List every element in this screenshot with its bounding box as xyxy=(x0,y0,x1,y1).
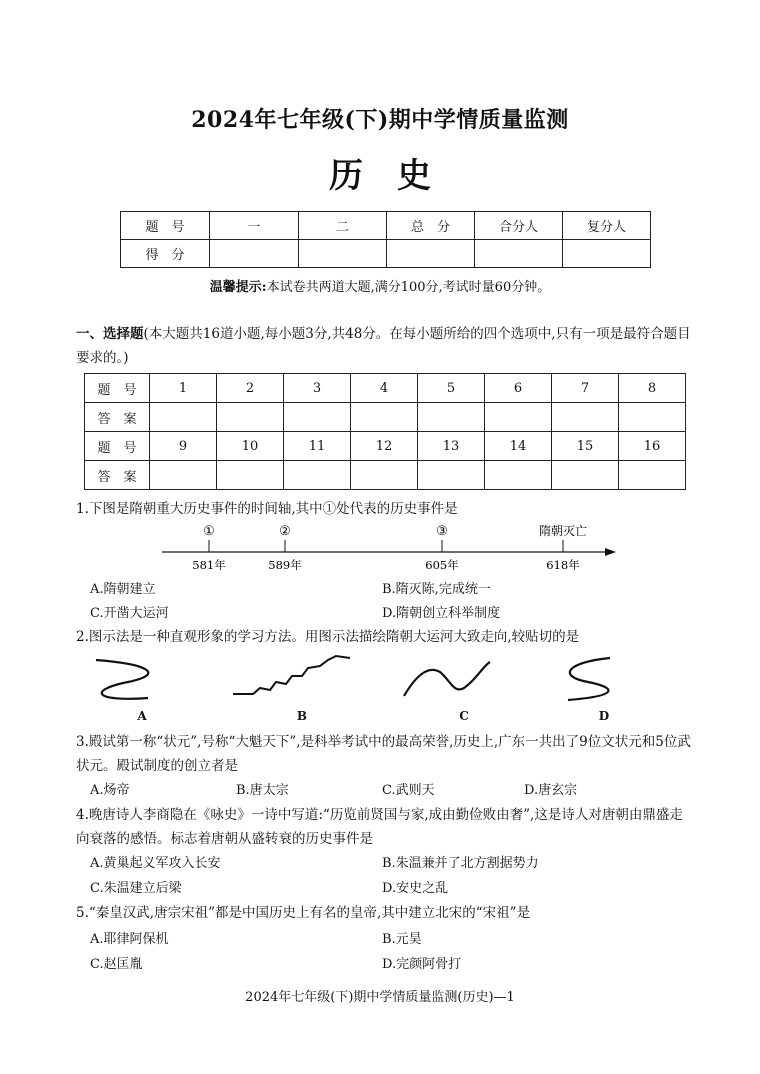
answer-q-num: 6 xyxy=(485,374,552,403)
q3-option-b[interactable]: B.唐太宗 xyxy=(236,783,289,798)
score-header-cell: 题 号 xyxy=(121,212,210,240)
tip-text: 本试卷共两道大题,满分100分,考试时量60分钟。 xyxy=(266,280,551,295)
q2-option-c[interactable]: C xyxy=(459,709,469,723)
score-cell[interactable] xyxy=(299,240,387,268)
timeline-year: 618年 xyxy=(546,558,580,572)
answer-cell[interactable] xyxy=(150,403,217,432)
score-cell[interactable] xyxy=(387,240,475,268)
answer-cell[interactable] xyxy=(619,403,686,432)
q4-option-b[interactable]: B.朱温兼并了北方割据势力 xyxy=(382,856,539,871)
answer-cell[interactable] xyxy=(217,461,284,490)
score-cell[interactable] xyxy=(475,240,563,268)
timeline-mark: 隋朝灭亡 xyxy=(538,524,588,538)
table-row xyxy=(121,212,651,240)
answer-cell[interactable] xyxy=(552,403,619,432)
question-1-stem: 1.下图是隋朝重大历史事件的时间轴,其中①处代表的历史事件是 xyxy=(76,501,458,517)
table-row xyxy=(121,240,651,268)
timeline-year: 605年 xyxy=(425,558,459,572)
answer-q-num: 3 xyxy=(284,374,351,403)
q3-option-a[interactable]: A.炀帝 xyxy=(90,783,130,798)
q4-option-a[interactable]: A.黄巢起义军攻入长安 xyxy=(90,856,221,871)
answer-q-num: 8 xyxy=(619,374,686,403)
answer-q-num: 9 xyxy=(150,432,217,461)
answer-q-num: 16 xyxy=(619,432,686,461)
answer-q-num: 4 xyxy=(351,374,418,403)
answer-q-num: 5 xyxy=(418,374,485,403)
answer-cell[interactable] xyxy=(485,461,552,490)
canal-route-figures xyxy=(88,652,678,712)
table-row xyxy=(85,374,686,403)
answer-cell[interactable] xyxy=(284,461,351,490)
subject-title: 历史 xyxy=(329,156,465,196)
answer-cell[interactable] xyxy=(217,403,284,432)
route-a-figure xyxy=(96,660,148,699)
score-header-cell: 一 xyxy=(210,212,299,240)
answer-q-num: 13 xyxy=(418,432,485,461)
score-row-label: 得 分 xyxy=(121,240,210,268)
route-d-figure xyxy=(568,658,610,700)
answer-q-label: 题 号 xyxy=(85,432,150,461)
q5-option-b[interactable]: B.元昊 xyxy=(382,932,422,947)
timeline-mark: ③ xyxy=(436,524,448,539)
q2-option-d[interactable]: D xyxy=(598,709,610,723)
answer-cell[interactable] xyxy=(150,461,217,490)
answer-q-num: 14 xyxy=(485,432,552,461)
q1-option-b[interactable]: B.隋灭陈,完成统一 xyxy=(382,582,491,597)
score-table xyxy=(120,211,651,268)
page-footer: 2024年七年级(下)期中学情质量监测(历史)—1 xyxy=(245,990,515,1005)
q2-option-b[interactable]: B xyxy=(296,709,308,723)
q2-option-a[interactable]: A xyxy=(137,709,147,723)
answer-cell[interactable] xyxy=(485,403,552,432)
answer-q-num: 12 xyxy=(351,432,418,461)
answer-cell[interactable] xyxy=(351,461,418,490)
q5-option-c[interactable]: C.赵匡胤 xyxy=(90,957,143,972)
tip-label: 温馨提示: xyxy=(209,280,267,295)
q4-option-d[interactable]: D.安史之乱 xyxy=(382,881,449,896)
q5-option-a[interactable]: A.耶律阿保机 xyxy=(90,932,169,947)
table-row xyxy=(85,461,686,490)
answer-a-label: 答 案 xyxy=(85,403,150,432)
timeline-figure xyxy=(150,522,630,576)
question-3-stem: 3.殿试第一称“状元”,号称“大魁天下”,是科举考试中的最高荣誉,历史上,广东一共出了9位文状元和5位武状元。殿试制度的创立者是 xyxy=(76,734,691,774)
answer-q-num: 15 xyxy=(552,432,619,461)
answer-cell[interactable] xyxy=(284,403,351,432)
table-row xyxy=(85,403,686,432)
q4-option-c[interactable]: C.朱温建立后梁 xyxy=(90,881,182,896)
q5-option-d[interactable]: D.完颜阿骨打 xyxy=(382,957,462,972)
section-1-heading xyxy=(76,322,696,370)
score-cell[interactable] xyxy=(563,240,651,268)
route-b-figure xyxy=(233,656,350,694)
question-2-stem: 2.图示法是一种直观形象的学习方法。用图示法描绘隋朝大运河大致走向,较贴切的是 xyxy=(76,629,580,645)
answer-q-num: 1 xyxy=(150,374,217,403)
q1-option-c[interactable]: C.开凿大运河 xyxy=(90,606,169,621)
page-title: 2024年七年级(下)期中学情质量监测 xyxy=(191,107,569,133)
timeline-year: 589年 xyxy=(268,558,302,572)
q1-option-a[interactable]: A.隋朝建立 xyxy=(90,582,156,597)
answer-q-label: 题 号 xyxy=(85,374,150,403)
timeline-mark: ① xyxy=(203,524,215,539)
q3-option-c[interactable]: C.武则天 xyxy=(382,783,435,798)
section-1-label: 一、选择题 xyxy=(76,326,144,342)
answer-cell[interactable] xyxy=(619,461,686,490)
answer-cell[interactable] xyxy=(418,461,485,490)
score-header-cell: 合分人 xyxy=(475,212,563,240)
table-row xyxy=(85,432,686,461)
answer-cell[interactable] xyxy=(552,461,619,490)
q3-option-d[interactable]: D.唐玄宗 xyxy=(524,783,578,798)
answer-q-num: 10 xyxy=(217,432,284,461)
question-4-stem: 4.晚唐诗人李商隐在《咏史》一诗中写道:“历览前贤国与家,成由勤俭败由奢”,这是诗人对唐朝由鼎盛走向衰落的感悟。标志着唐朝从盛转衰的历史事件是 xyxy=(76,807,683,847)
score-header-cell: 复分人 xyxy=(563,212,651,240)
score-header-cell: 二 xyxy=(299,212,387,240)
timeline-year: 581年 xyxy=(192,558,226,572)
answer-cell[interactable] xyxy=(351,403,418,432)
answer-cell[interactable] xyxy=(418,403,485,432)
answer-q-num: 2 xyxy=(217,374,284,403)
score-header-cell: 总 分 xyxy=(387,212,475,240)
question-5-stem: 5.“秦皇汉武,唐宗宋祖”都是中国历史上有名的皇帝,其中建立北宋的“宋祖”是 xyxy=(76,905,531,921)
exam-tip xyxy=(0,276,760,295)
timeline-arrow-icon xyxy=(605,548,616,556)
answer-q-num: 7 xyxy=(552,374,619,403)
answer-table xyxy=(84,373,686,490)
route-c-figure xyxy=(404,662,490,696)
score-cell[interactable] xyxy=(210,240,299,268)
answer-q-num: 11 xyxy=(284,432,351,461)
q1-option-d[interactable]: D.隋朝创立科举制度 xyxy=(382,606,501,621)
timeline-mark: ② xyxy=(279,524,291,539)
section-1-desc: (本大题共16道小题,每小题3分,共48分。在每小题所给的四个选项中,只有一项是最符合题目要求的。) xyxy=(76,326,691,366)
answer-a-label: 答 案 xyxy=(85,461,150,490)
